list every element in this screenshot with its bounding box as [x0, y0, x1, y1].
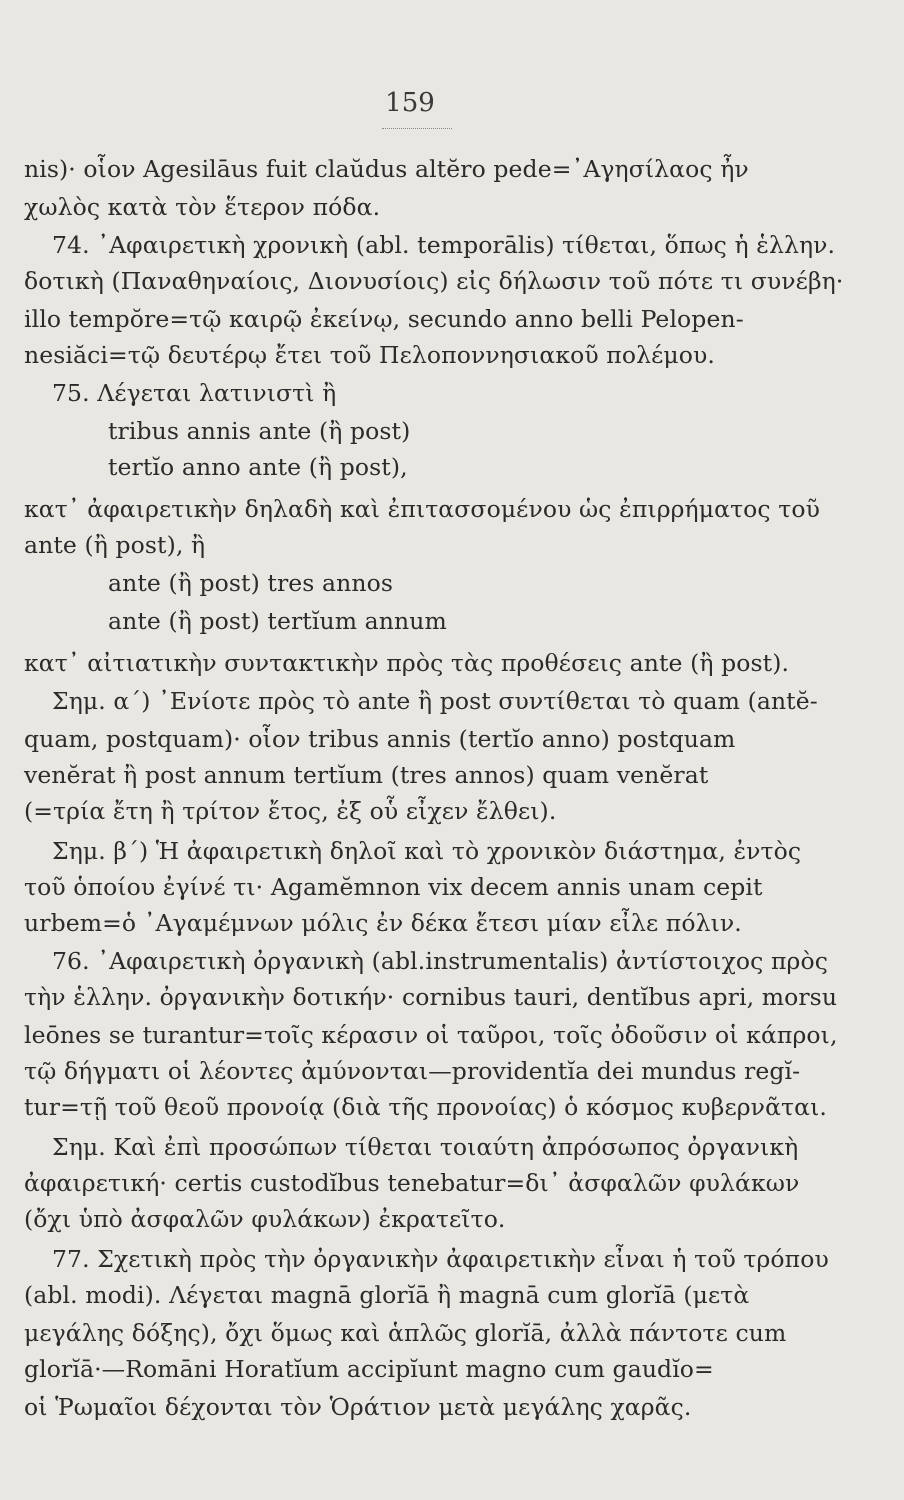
- text-line: 75. Λέγεται λατινιστὶ ἢ: [52, 379, 337, 407]
- text-line: κατ᾿ αἰτιατικὴν συντακτικὴν πρὸς τὰς προθέσεις ante (ἢ post).: [24, 649, 790, 677]
- text-line: venĕrat ἢ post annum tertĭum (tres annos) quam venĕrat: [24, 761, 709, 789]
- text-line: ante (ἢ post) tertĭum annum: [108, 607, 447, 635]
- text-line: glorĭā·—Romāni Horatĭum accipĭunt magno cum gaudĭo=: [24, 1355, 714, 1383]
- text-line: τῷ δήγματι οἱ λέοντες ἀμύνονται—providentĭa dei mundus regĭ-: [24, 1057, 801, 1085]
- text-line: tribus annis ante (ἢ post): [108, 417, 411, 445]
- text-line: δοτικὴ (Παναθηναίοις, Διονυσίοις) εἰς δήλωσιν τοῦ πότε τι συνέβη·: [24, 267, 844, 295]
- text-line: ante (ἢ post) tres annos: [108, 569, 394, 597]
- text-line: Σημ. Καὶ ἐπὶ προσώπων τίθεται τοιαύτη ἀπρόσωπος ὀργανικὴ: [52, 1133, 799, 1161]
- text-line: 77. Σχετικὴ πρὸς τὴν ὀργανικὴν ἀφαιρετικὴν εἶναι ἡ τοῦ τρόπου: [52, 1245, 829, 1273]
- text-line: urbem=ὁ ᾿Αγαμέμνων μόλις ἐν δέκα ἔτεσι μίαν εἶλε πόλιν.: [24, 909, 742, 937]
- text-line: μεγάλης δόξης), ὄχι ὅμως καὶ ἁπλῶς glorĭā, ἀλλὰ πάντοτε cum: [24, 1319, 787, 1347]
- text-line: χωλὸς κατὰ τὸν ἕτερον πόδα.: [24, 193, 381, 221]
- text-line: τοῦ ὁποίου ἐγίνέ τι· Agamĕmnon vix decem annis unam cepit: [24, 873, 763, 901]
- text-line: (abl. modi). Λέγεται magnā glorĭā ἢ magnā cum glorĭā (μετὰ: [24, 1281, 750, 1309]
- text-line: tertĭo anno ante (ἢ post),: [108, 453, 408, 481]
- text-line: 76. ᾿Αφαιρετικὴ ὀργανικὴ (abl.instrumentalis) ἀντίστοιχος πρὸς: [52, 947, 828, 975]
- text-line: 74. ᾿Αφαιρετικὴ χρονικὴ (abl. temporālis) τίθεται, ὅπως ἡ ἑλλην.: [52, 231, 836, 259]
- text-line: Σημ. α´) ᾿Ενίοτε πρὸς τὸ ante ἢ post συντίθεται τὸ quam (antĕ-: [52, 687, 818, 715]
- text-line: illo tempŏre=τῷ καιρῷ ἐκείνῳ, secundo anno belli Pelopen-: [24, 305, 744, 333]
- text-line: κατ᾿ ἀφαιρετικὴν δηλαδὴ καὶ ἐπιτασσομένου ὡς ἐπιρρήματος τοῦ: [24, 495, 820, 523]
- text-line: nesiăci=τῷ δευτέρῳ ἔτει τοῦ Πελοποννησιακοῦ πολέμου.: [24, 341, 715, 369]
- header-rule: [382, 128, 452, 129]
- text-line: τὴν ἑλλην. ὀργανικὴν δοτικήν· cornibus tauri, dentĭbus apri, morsu: [24, 983, 838, 1011]
- text-line: (=τρία ἔτη ἢ τρίτον ἔτος, ἐξ οὗ εἶχεν ἔλθει).: [24, 797, 557, 825]
- text-line: οἱ Ῥωμαῖοι δέχονται τὸν Ὁράτιον μετὰ μεγάλης χαρᾶς.: [24, 1393, 692, 1421]
- page-number: 159: [385, 88, 435, 118]
- text-line: tur=τῇ τοῦ θεοῦ προνοίᾳ (διὰ τῆς προνοίας) ὁ κόσμος κυβερνᾶται.: [24, 1093, 827, 1121]
- text-line: nis)· οἷον Agesilāus fuit claŭdus altĕro pede=᾿Αγησίλαος ἦν: [24, 155, 749, 183]
- text-line: ante (ἢ post), ἢ: [24, 531, 206, 559]
- text-line: (ὄχι ὑπὸ ἀσφαλῶν φυλάκων) ἐκρατεῖτο.: [24, 1205, 506, 1233]
- text-line: Σημ. β´) Ἡ ἀφαιρετικὴ δηλοῖ καὶ τὸ χρονικὸν διάστημα, ἐντὸς: [52, 837, 802, 865]
- text-line: ἀφαιρετική· certis custodĭbus tenebatur=δι᾿ ἀσφαλῶν φυλάκων: [24, 1169, 800, 1197]
- text-line: leōnes se turantur=τοῖς κέρασιν οἱ ταῦροι, τοῖς ὀδοῦσιν οἱ κάπροι,: [24, 1021, 838, 1049]
- text-line: quam, postquam)· οἷον tribus annis (tertĭo anno) postquam: [24, 725, 736, 753]
